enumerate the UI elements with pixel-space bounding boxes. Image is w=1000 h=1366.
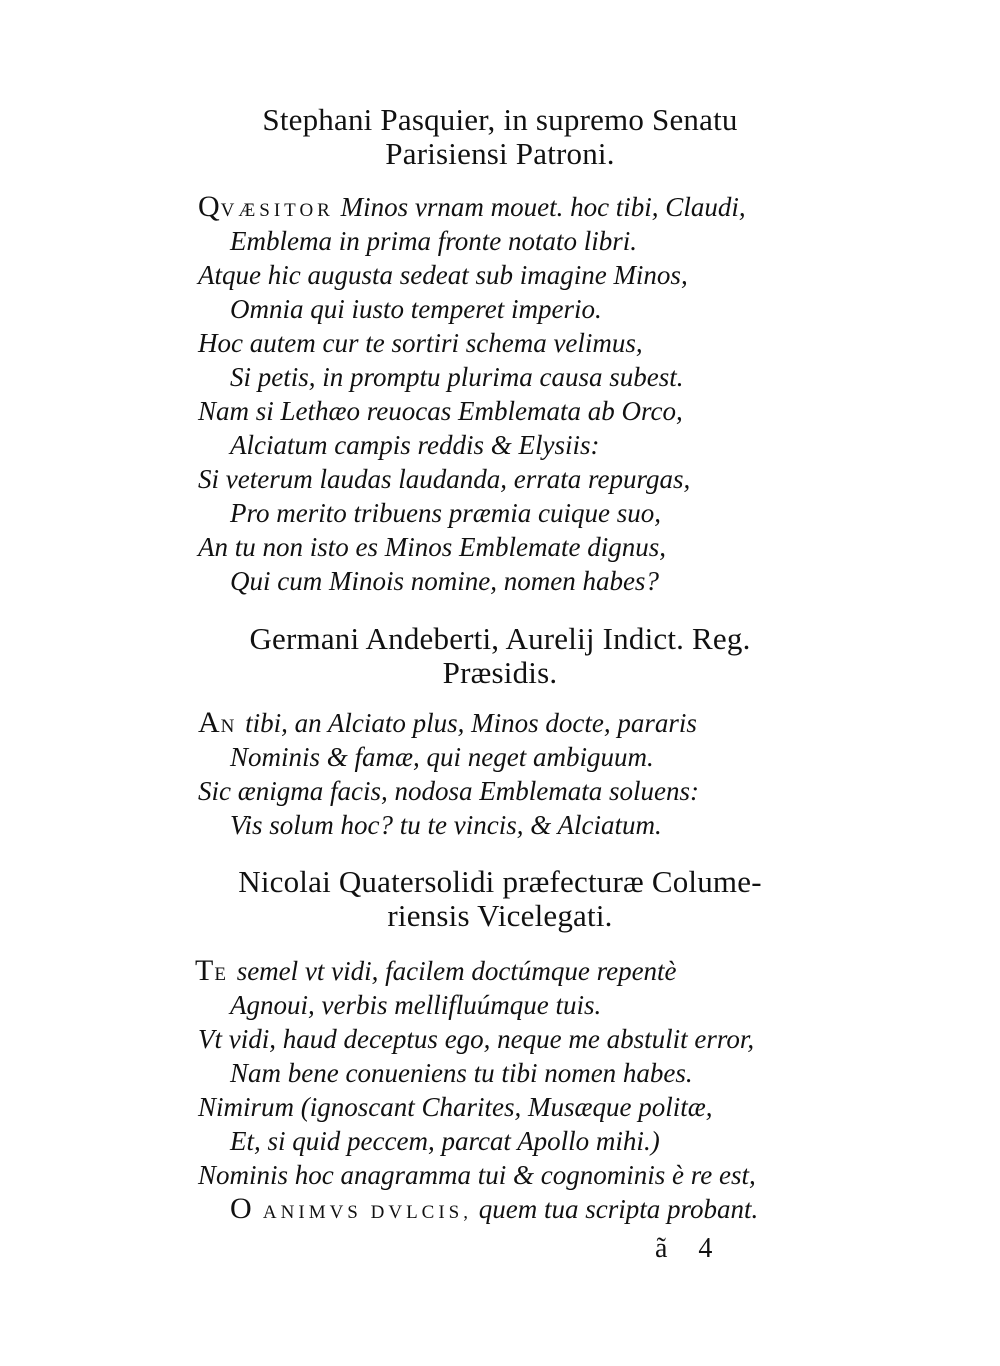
verse-line: Emblema in prima fronte notato libri.: [230, 226, 637, 256]
verse-line: Vt vidi, haud deceptus ego, neque me abstulit error,: [198, 1024, 755, 1054]
verse-line: Qui cum Minois nomine, nomen habes?: [230, 566, 659, 596]
signature-mark: ã 4: [655, 1233, 725, 1264]
initial-caps: AN: [198, 706, 239, 739]
verse-line: Vis solum hoc? tu te vincis, & Alciatum.: [230, 810, 662, 840]
verse-line: Nominis hoc anagramma tui & cognominis è re est,: [198, 1160, 756, 1190]
verse-line: Alciatum campis reddis & Elysiis:: [230, 430, 600, 460]
heading-line: Stephani Pasquier, in supremo Senatu: [262, 102, 738, 137]
verse-line: An tu non isto es Minos Emblemate dignus,: [198, 532, 666, 562]
verse-line: Nimirum (ignoscant Charites, Musæque politæ,: [198, 1092, 713, 1122]
heading-andeberti: [0, 622, 1000, 690]
initial-caps: TE: [195, 954, 230, 987]
verse-line: Si veterum laudas laudanda, errata repurgas,: [198, 464, 691, 494]
verse-line: AN tibi, an Alciato plus, Minos docte, pararis: [198, 706, 697, 739]
verse-line: O ANIMVS DVLCIS, quem tua scripta probant.: [230, 1192, 759, 1225]
verse-line: Nam bene conueniens tu tibi nomen habes.: [230, 1058, 693, 1088]
verse-line: Omnia qui iusto temperet imperio.: [230, 294, 602, 324]
verse-line: Et, si quid peccem, parcat Apollo mihi.): [230, 1126, 660, 1156]
verse-line: Nominis & famæ, qui neget ambiguum.: [230, 742, 654, 772]
verse-line: Atque hic augusta sedeat sub imagine Minos,: [198, 260, 688, 290]
verse-line: Nam si Lethæo reuocas Emblemata ab Orco,: [198, 396, 683, 426]
heading-line: Præsidis.: [442, 655, 558, 690]
initial-caps: O ANIMVS DVLCIS,: [230, 1192, 472, 1225]
heading-line: Parisiensi Patroni.: [385, 136, 615, 171]
verse-line: Pro merito tribuens præmia cuique suo,: [230, 498, 661, 528]
heading-line: Nicolai Quatersolidi præfecturæ Colume-: [238, 864, 762, 899]
heading-line: riensis Vicelegati.: [387, 898, 613, 933]
heading-pasquier: [0, 103, 1000, 171]
verse-line: Si petis, in promptu plurima causa subest.: [230, 362, 684, 392]
initial-caps: QVÆSITOR: [198, 190, 334, 223]
verse-line: QVÆSITOR Minos vrnam mouet. hoc tibi, Claudi,: [198, 190, 746, 223]
verse-line: Agnoui, verbis mellifluúmque tuis.: [230, 990, 602, 1020]
heading-quatersolidi: [0, 865, 1000, 933]
verse-line: TE semel vt vidi, facilem doctúmque repentè: [195, 954, 677, 987]
heading-line: Germani Andeberti, Aurelij Indict. Reg.: [249, 621, 751, 656]
verse-line: Hoc autem cur te sortiri schema velimus,: [198, 328, 643, 358]
verse-line: Sic ænigma facis, nodosa Emblemata soluens:: [198, 776, 699, 806]
